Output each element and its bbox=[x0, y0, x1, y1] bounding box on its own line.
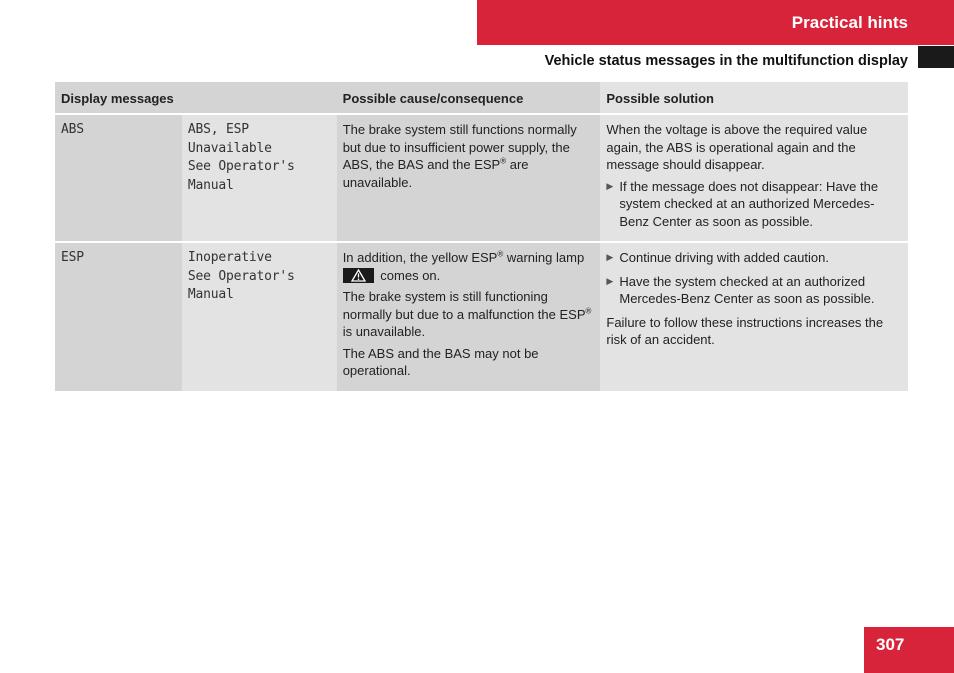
solution-bullet: ▶ Continue driving with added caution. bbox=[606, 250, 829, 265]
bullet-triangle-icon: ▶ bbox=[606, 180, 614, 191]
possible-solution bbox=[600, 115, 908, 241]
section-title: Practical hints bbox=[791, 12, 908, 32]
page-subtitle: Vehicle status messages in the multifunction display bbox=[544, 53, 908, 69]
section-tab-marker bbox=[918, 46, 954, 68]
status-messages-table bbox=[55, 82, 908, 393]
column-header-possible-solution: Possible solution bbox=[600, 82, 908, 113]
cause-paragraph: In addition, the yellow ESP® warning lamp comes on. bbox=[342, 249, 585, 283]
bullet-triangle-icon: ▶ bbox=[606, 275, 614, 286]
table-row bbox=[55, 243, 908, 393]
warning-triangle-icon bbox=[343, 268, 374, 283]
possible-solution bbox=[600, 243, 908, 391]
table-header-row bbox=[55, 82, 908, 115]
cause-paragraph: The brake system still functions normally but due to insufficient power supply, the ABS, the BAS and the ESP® are unavailable. bbox=[342, 122, 577, 190]
display-code: ABS bbox=[55, 115, 182, 241]
solution-bullet: ▶ Have the system checked at an authorized Mercedes-Benz Center as soon as possible. bbox=[606, 273, 875, 306]
page-number: 307 bbox=[864, 627, 954, 673]
solution-intro: When the voltage is above the required value again, the ABS is operational again and the message should disappear. bbox=[606, 122, 868, 172]
cause-paragraph: The ABS and the BAS may not be operational. bbox=[342, 345, 539, 378]
column-header-display-messages: Display messages bbox=[55, 82, 337, 113]
display-message: ABS, ESP Unavailable See Operator's Manual bbox=[182, 115, 337, 241]
table-row bbox=[55, 115, 908, 243]
solution-outro: Failure to follow these instructions increases the risk of an accident. bbox=[606, 314, 884, 347]
column-header-possible-cause: Possible cause/consequence bbox=[337, 82, 601, 113]
display-message: Inoperative See Operator's Manual bbox=[182, 243, 337, 391]
possible-cause bbox=[337, 243, 601, 391]
possible-cause bbox=[337, 115, 601, 241]
cause-paragraph: The brake system is still functioning normally but due to a malfunction the ESP® is unavailable. bbox=[342, 289, 592, 339]
section-header bbox=[477, 0, 954, 45]
bullet-triangle-icon: ▶ bbox=[606, 252, 614, 262]
solution-bullet: ▶ If the message does not disappear: Have the system checked at an authorized Mercedes-Benz Center as soon as possible. bbox=[606, 178, 879, 229]
display-code: ESP bbox=[55, 243, 182, 391]
